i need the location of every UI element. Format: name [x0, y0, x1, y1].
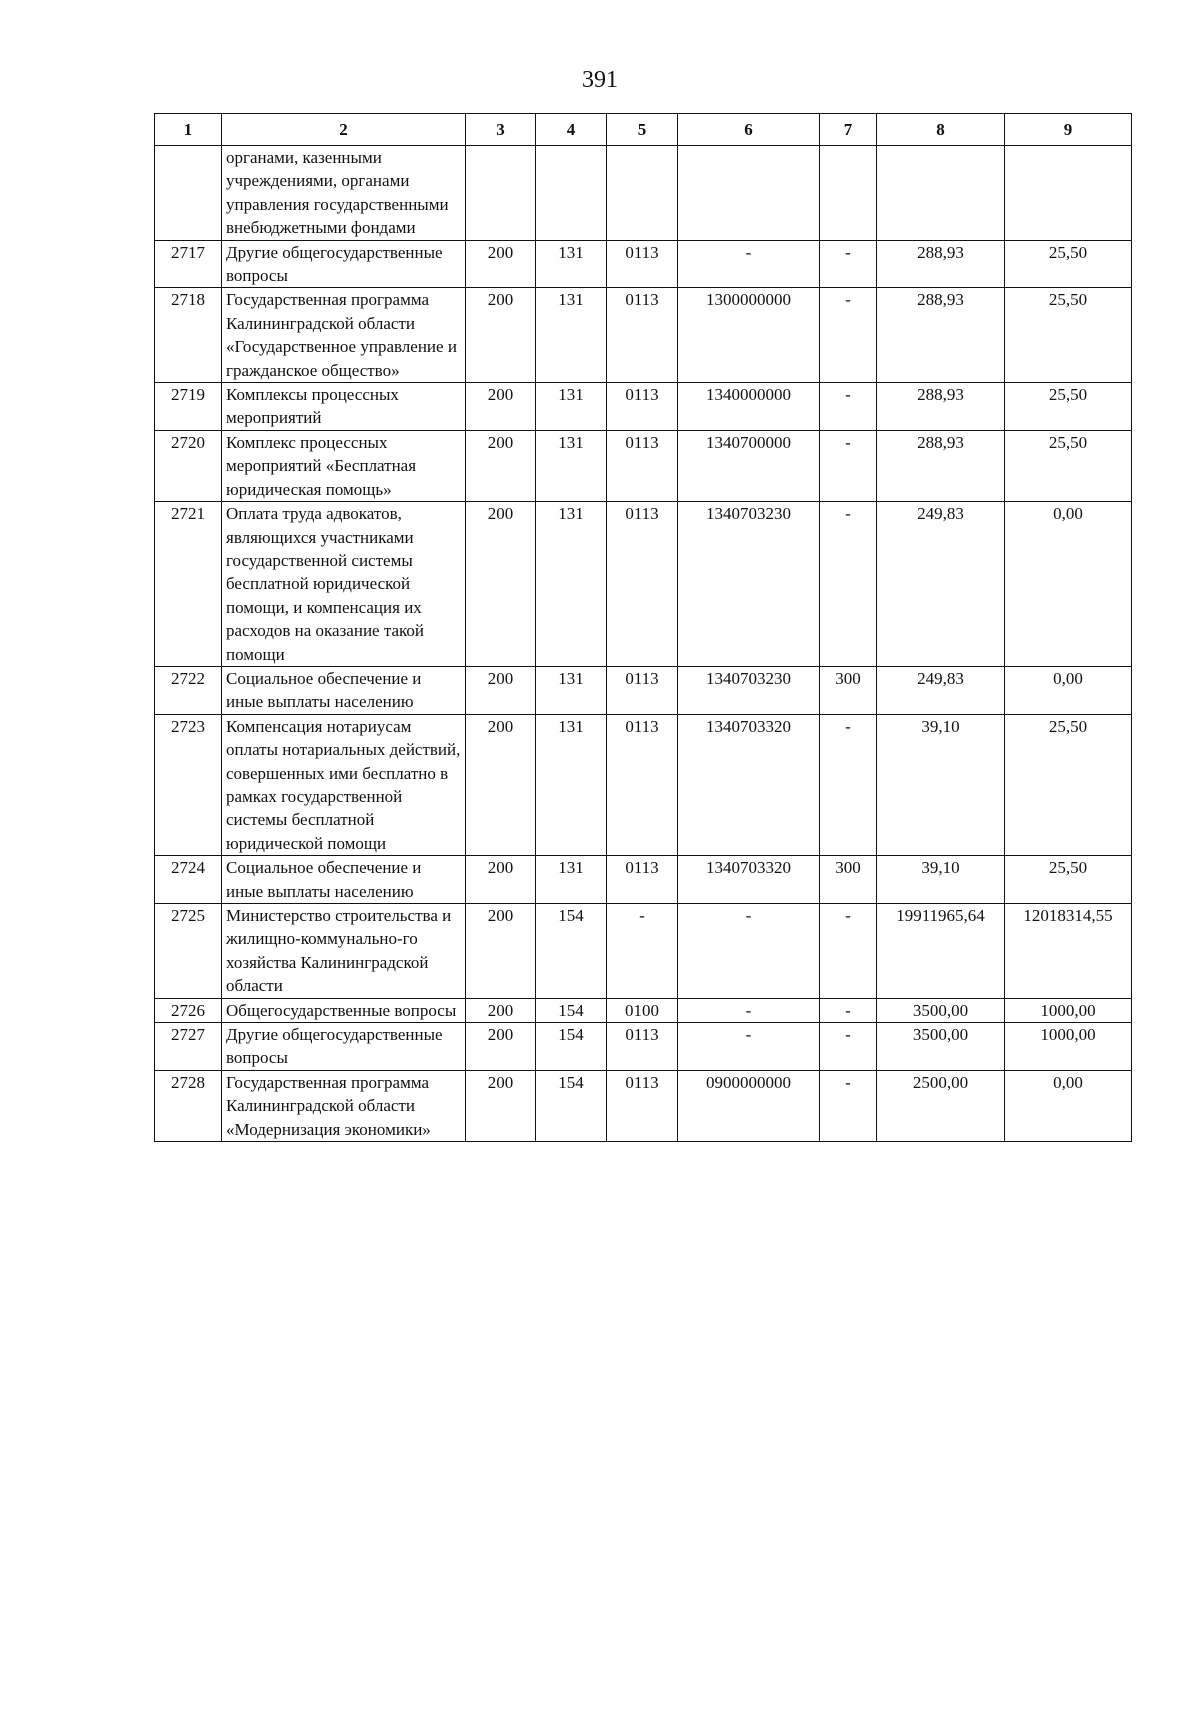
cell-col4: 131	[536, 383, 607, 431]
cell-col6: -	[678, 998, 820, 1022]
cell-col5: 0100	[607, 998, 678, 1022]
table-row	[155, 430, 1132, 501]
cell-col5: 0113	[607, 383, 678, 431]
cell-col5: 0113	[607, 288, 678, 383]
cell-col8: 288,93	[877, 240, 1005, 288]
cell-col7: 300	[820, 856, 877, 904]
cell-col8: 39,10	[877, 856, 1005, 904]
cell-col4: 131	[536, 856, 607, 904]
cell-col4: 154	[536, 904, 607, 999]
row-number: 2718	[155, 288, 222, 383]
cell-col7: -	[820, 998, 877, 1022]
cell-col5: 0113	[607, 856, 678, 904]
cell-col3: 200	[466, 430, 536, 501]
cell-col7: -	[820, 714, 877, 855]
cell-col8: 3500,00	[877, 998, 1005, 1022]
table-row	[155, 666, 1132, 714]
cell-col6: 1300000000	[678, 288, 820, 383]
cell-col6: -	[678, 240, 820, 288]
cell-col4: 131	[536, 430, 607, 501]
cell-col4: 131	[536, 714, 607, 855]
table-row	[155, 146, 1132, 241]
row-name: Другие общегосударственные вопросы	[222, 1023, 466, 1071]
cell-col6: 1340703320	[678, 856, 820, 904]
table-row	[155, 1070, 1132, 1141]
cell-col8: 249,83	[877, 666, 1005, 714]
row-number: 2728	[155, 1070, 222, 1141]
cell-col6: -	[678, 1023, 820, 1071]
cell-col4: 154	[536, 1023, 607, 1071]
cell-col6: 1340000000	[678, 383, 820, 431]
cell-col7: -	[820, 1023, 877, 1071]
table-header-row	[155, 114, 1132, 146]
column-header: 9	[1005, 114, 1132, 146]
row-name: Государственная программа Калининградской области «Государственное управление и гражданское общество»	[222, 288, 466, 383]
cell-col7: -	[820, 1070, 877, 1141]
table-row	[155, 714, 1132, 855]
cell-col7: -	[820, 904, 877, 999]
cell-col7: -	[820, 383, 877, 431]
row-number: 2722	[155, 666, 222, 714]
cell-col9: 25,50	[1005, 383, 1132, 431]
cell-col4: 131	[536, 240, 607, 288]
row-number: 2720	[155, 430, 222, 501]
cell-col7: -	[820, 240, 877, 288]
cell-col3	[466, 146, 536, 241]
column-header: 6	[678, 114, 820, 146]
cell-col8	[877, 146, 1005, 241]
page-number: 391	[582, 67, 618, 93]
column-header: 8	[877, 114, 1005, 146]
cell-col6	[678, 146, 820, 241]
cell-col6: 0900000000	[678, 1070, 820, 1141]
cell-col5: 0113	[607, 430, 678, 501]
row-name: Комплексы процессных мероприятий	[222, 383, 466, 431]
cell-col4: 131	[536, 502, 607, 667]
cell-col9: 25,50	[1005, 240, 1132, 288]
row-number: 2719	[155, 383, 222, 431]
row-number: 2723	[155, 714, 222, 855]
cell-col6: 1340700000	[678, 430, 820, 501]
row-name: органами, казенными учреждениями, органами управления государственными внебюджетными фондами	[222, 146, 466, 241]
cell-col3: 200	[466, 288, 536, 383]
cell-col4: 131	[536, 288, 607, 383]
cell-col6: 1340703320	[678, 714, 820, 855]
cell-col3: 200	[466, 904, 536, 999]
cell-col9: 25,50	[1005, 430, 1132, 501]
cell-col8: 249,83	[877, 502, 1005, 667]
column-header: 3	[466, 114, 536, 146]
cell-col7: -	[820, 430, 877, 501]
row-name: Компенсация нотариусам оплаты нотариальных действий, совершенных ими бесплатно в рамках государственной системы бесплатной юридической помощи	[222, 714, 466, 855]
cell-col8: 288,93	[877, 383, 1005, 431]
cell-col4: 154	[536, 1070, 607, 1141]
cell-col5: 0113	[607, 502, 678, 667]
cell-col3: 200	[466, 383, 536, 431]
cell-col3: 200	[466, 714, 536, 855]
cell-col8: 288,93	[877, 430, 1005, 501]
cell-col3: 200	[466, 1023, 536, 1071]
cell-col3: 200	[466, 856, 536, 904]
row-number: 2726	[155, 998, 222, 1022]
cell-col9: 25,50	[1005, 714, 1132, 855]
cell-col5	[607, 146, 678, 241]
cell-col7: -	[820, 288, 877, 383]
cell-col5: 0113	[607, 1070, 678, 1141]
cell-col5: 0113	[607, 666, 678, 714]
cell-col8: 3500,00	[877, 1023, 1005, 1071]
cell-col7	[820, 146, 877, 241]
cell-col4: 131	[536, 666, 607, 714]
cell-col5: 0113	[607, 1023, 678, 1071]
row-number: 2727	[155, 1023, 222, 1071]
cell-col7: 300	[820, 666, 877, 714]
cell-col3: 200	[466, 502, 536, 667]
cell-col8: 2500,00	[877, 1070, 1005, 1141]
cell-col9: 0,00	[1005, 1070, 1132, 1141]
budget-table	[154, 113, 1132, 1142]
cell-col3: 200	[466, 998, 536, 1022]
cell-col5: -	[607, 904, 678, 999]
table-row	[155, 383, 1132, 431]
cell-col3: 200	[466, 240, 536, 288]
cell-col3: 200	[466, 1070, 536, 1141]
cell-col9: 25,50	[1005, 288, 1132, 383]
row-number	[155, 146, 222, 241]
cell-col3: 200	[466, 666, 536, 714]
table-row	[155, 904, 1132, 999]
column-header: 2	[222, 114, 466, 146]
table-row	[155, 288, 1132, 383]
cell-col9: 0,00	[1005, 502, 1132, 667]
table-row	[155, 1023, 1132, 1071]
table-row	[155, 998, 1132, 1022]
cell-col9: 0,00	[1005, 666, 1132, 714]
cell-col8: 288,93	[877, 288, 1005, 383]
row-name: Оплата труда адвокатов, являющихся участниками государственной системы бесплатной юридической помощи, и компенсация их расходов на оказание такой помощи	[222, 502, 466, 667]
cell-col9: 1000,00	[1005, 1023, 1132, 1071]
row-name: Общегосударственные вопросы	[222, 998, 466, 1022]
row-number: 2721	[155, 502, 222, 667]
row-name: Комплекс процессных мероприятий «Бесплатная юридическая помощь»	[222, 430, 466, 501]
row-number: 2717	[155, 240, 222, 288]
row-number: 2725	[155, 904, 222, 999]
cell-col6: -	[678, 904, 820, 999]
cell-col6: 1340703230	[678, 502, 820, 667]
cell-col4	[536, 146, 607, 241]
cell-col9: 25,50	[1005, 856, 1132, 904]
table-row	[155, 240, 1132, 288]
cell-col9	[1005, 146, 1132, 241]
row-name: Социальное обеспечение и иные выплаты населению	[222, 666, 466, 714]
cell-col7: -	[820, 502, 877, 667]
row-name: Социальное обеспечение и иные выплаты населению	[222, 856, 466, 904]
row-name: Государственная программа Калининградской области «Модернизация экономики»	[222, 1070, 466, 1141]
cell-col8: 39,10	[877, 714, 1005, 855]
cell-col8: 19911965,64	[877, 904, 1005, 999]
row-number: 2724	[155, 856, 222, 904]
column-header: 5	[607, 114, 678, 146]
cell-col9: 12018314,55	[1005, 904, 1132, 999]
cell-col9: 1000,00	[1005, 998, 1132, 1022]
cell-col5: 0113	[607, 240, 678, 288]
column-header: 1	[155, 114, 222, 146]
row-name: Другие общегосударственные вопросы	[222, 240, 466, 288]
row-name: Министерство строительства и жилищно-коммунально-го хозяйства Калининградской области	[222, 904, 466, 999]
table-row	[155, 856, 1132, 904]
cell-col4: 154	[536, 998, 607, 1022]
cell-col6: 1340703230	[678, 666, 820, 714]
table-row	[155, 502, 1132, 667]
cell-col5: 0113	[607, 714, 678, 855]
column-header: 7	[820, 114, 877, 146]
column-header: 4	[536, 114, 607, 146]
